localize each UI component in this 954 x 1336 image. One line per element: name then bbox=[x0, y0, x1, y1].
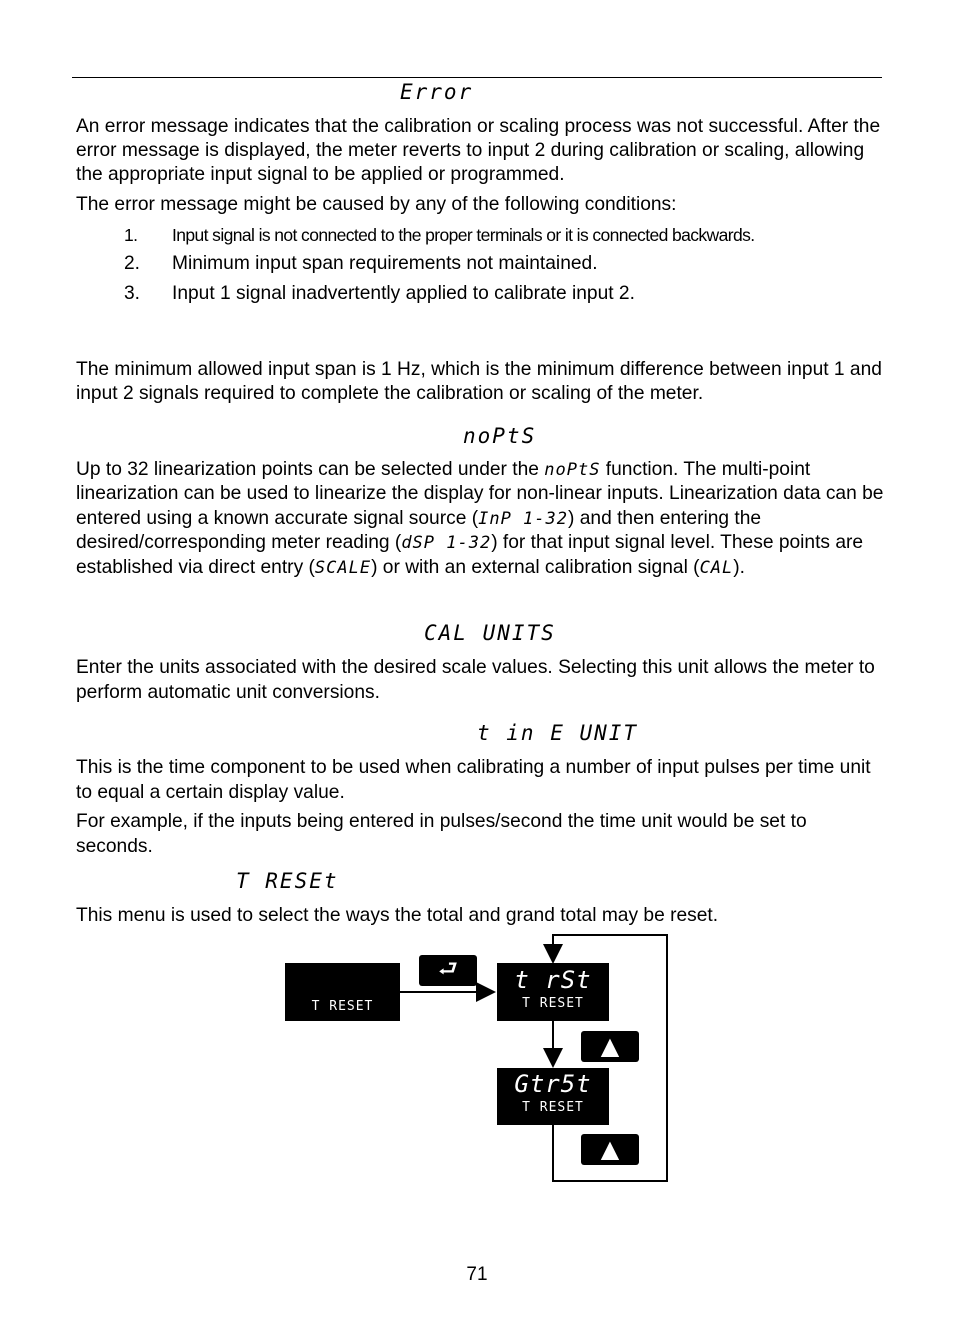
t-reset-paragraph: This menu is used to select the ways the total and grand total may be reset. bbox=[76, 905, 719, 926]
header-rule bbox=[72, 77, 882, 78]
up-arrow-icon: ▲ bbox=[600, 1032, 620, 1060]
error-intro-paragraph: An error message indicates that the calibration or scaling process was not successful. After the error message is displayed, the meter reverts to input 2 during calibration or scaling, allowing the appropriate input signal to be applied or programmed. bbox=[76, 116, 881, 185]
error-causes-intro: The error message might be caused by any of the following conditions: bbox=[76, 194, 677, 215]
time-unit-heading: t in E UNIT bbox=[477, 721, 639, 745]
display-value: t rSt bbox=[514, 966, 592, 994]
display-value: Gtr5t bbox=[514, 1070, 592, 1098]
cal-units-paragraph: Enter the units associated with the desired scale values. Selecting this unit allows the meter to perform automatic unit conversions. bbox=[76, 657, 875, 703]
list-text: Minimum input span requirements not maintained. bbox=[172, 253, 598, 274]
list-text: Input signal is not connected to the proper terminals or it is connected backwards. bbox=[172, 225, 755, 245]
nopts-heading: noPtS bbox=[463, 424, 537, 448]
nopts-inline: noPtS bbox=[544, 460, 601, 480]
enter-key[interactable] bbox=[419, 955, 477, 986]
enter-icon: ⮐ bbox=[438, 957, 458, 982]
list-item bbox=[124, 282, 635, 306]
min-span-paragraph: The minimum allowed input span is 1 Hz, which is the minimum difference between input 1 and input 2 signals required to complete the calibration or scaling of the meter. bbox=[76, 359, 882, 404]
time-unit-paragraph-1: This is the time component to be used when calibrating a number of input pulses per time unit to equal a certain display value. bbox=[76, 757, 871, 803]
cal-inline: CAL bbox=[699, 557, 734, 578]
t-reset-heading: T RESEt bbox=[236, 869, 339, 893]
t-reset-start-display bbox=[285, 963, 400, 1021]
list-number: 1. bbox=[124, 225, 138, 245]
t-rst-display bbox=[497, 963, 609, 1021]
time-unit-paragraph-2: For example, if the inputs being entered in pulses/second the time unit would be set to seconds. bbox=[76, 811, 807, 857]
list-item bbox=[124, 223, 755, 247]
up-key[interactable] bbox=[581, 1031, 639, 1062]
list-item bbox=[124, 252, 598, 276]
up-key[interactable] bbox=[581, 1134, 639, 1165]
inp-inline: InP 1-32 bbox=[478, 508, 568, 529]
list-number: 2. bbox=[124, 253, 141, 274]
gtrst-display bbox=[497, 1068, 609, 1125]
dsp-inline: dSP 1-32 bbox=[401, 533, 492, 554]
display-label: T RESET bbox=[522, 996, 584, 1011]
error-heading: Error bbox=[400, 80, 474, 104]
display-label: T RESET bbox=[522, 1100, 584, 1115]
cal-units-heading: CAL UNITS bbox=[424, 621, 556, 645]
display-label: T RESET bbox=[311, 999, 374, 1014]
list-text: Input 1 signal inadvertently applied to calibrate input 2. bbox=[172, 283, 635, 304]
list-number: 3. bbox=[124, 283, 141, 304]
up-arrow-icon: ▲ bbox=[600, 1135, 620, 1163]
scale-inline: SCALE bbox=[314, 557, 372, 578]
page-number: 71 bbox=[466, 1264, 488, 1285]
nopts-paragraph: Up to 32 linearization points can be selected under the noPtS function. The multi-point linearization can be used to linearize the display for non-linear inputs. Linearization data can be entered using a known accurate signal source (InP 1-32) and then entering the desired/corresponding meter reading (dSP 1-32) for that input signal level. These points are established via direct entry (SCALE) or with an external calibration signal (CAL). bbox=[76, 459, 884, 578]
